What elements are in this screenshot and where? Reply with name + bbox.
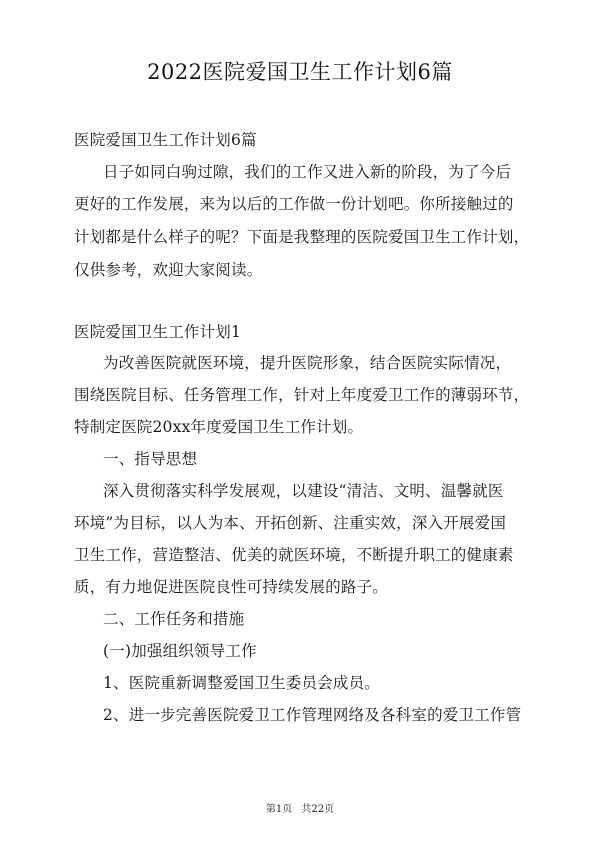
list-item-2: 2、进一步完善医院爱卫工作管理网络及各科室的爱卫工作管 xyxy=(103,706,522,724)
para2-line-3: 卫生工作，营造整洁、优美的就医环境，不断提升职工的健康素 xyxy=(74,546,514,564)
list-item-1: 1、医院重新调整爱国卫生委员会成员。 xyxy=(103,674,380,692)
para1-line-2: 围绕医院目标、任务管理工作，针对上年度爱卫工作的薄弱环节， xyxy=(74,386,530,404)
intro-line-2: 更好的工作发展，来为以后的工作做一份计划吧。你所接触过的 xyxy=(74,195,514,213)
heading-guiding: 一、指导思想 xyxy=(103,450,198,468)
para2-line-4: 质，有力地促进医院良性可持续发展的路子。 xyxy=(74,578,389,596)
intro-line-1: 日子如同白驹过隙，我们的工作又进入新的阶段，为了今后 xyxy=(103,163,512,181)
page-footer xyxy=(0,800,600,815)
para1-line-3: 特制定医院20xx年度爱国卫生工作计划。 xyxy=(74,418,364,436)
section-heading: 医院爱国卫生工作计划1 xyxy=(74,323,242,341)
para1-line-1: 为改善医院就医环境，提升医院形象，结合医院实际情况， xyxy=(103,354,512,372)
intro-line-3: 计划都是什么样子的呢？下面是我整理的医院爱国卫生工作计划， xyxy=(74,228,530,246)
para2-line-2: 环境”为目标，以人为本、开拓创新、注重实效，深入开展爱国 xyxy=(74,514,507,532)
page-total: 共22页 xyxy=(301,804,335,815)
page-current: 第1页 xyxy=(265,804,293,815)
heading-sub1: (一)加强组织领导工作 xyxy=(103,642,257,660)
intro-line-4: 仅供参考，欢迎大家阅读。 xyxy=(74,261,263,279)
para2-line-1: 深入贯彻落实科学发展观，以建设“清洁、文明、温馨就医 xyxy=(103,482,504,500)
document-subtitle: 医院爱国卫生工作计划6篇 xyxy=(74,131,257,149)
document-title: 2022医院爱国卫生工作计划6篇 xyxy=(147,60,453,84)
heading-tasks: 二、工作任务和措施 xyxy=(103,610,245,628)
